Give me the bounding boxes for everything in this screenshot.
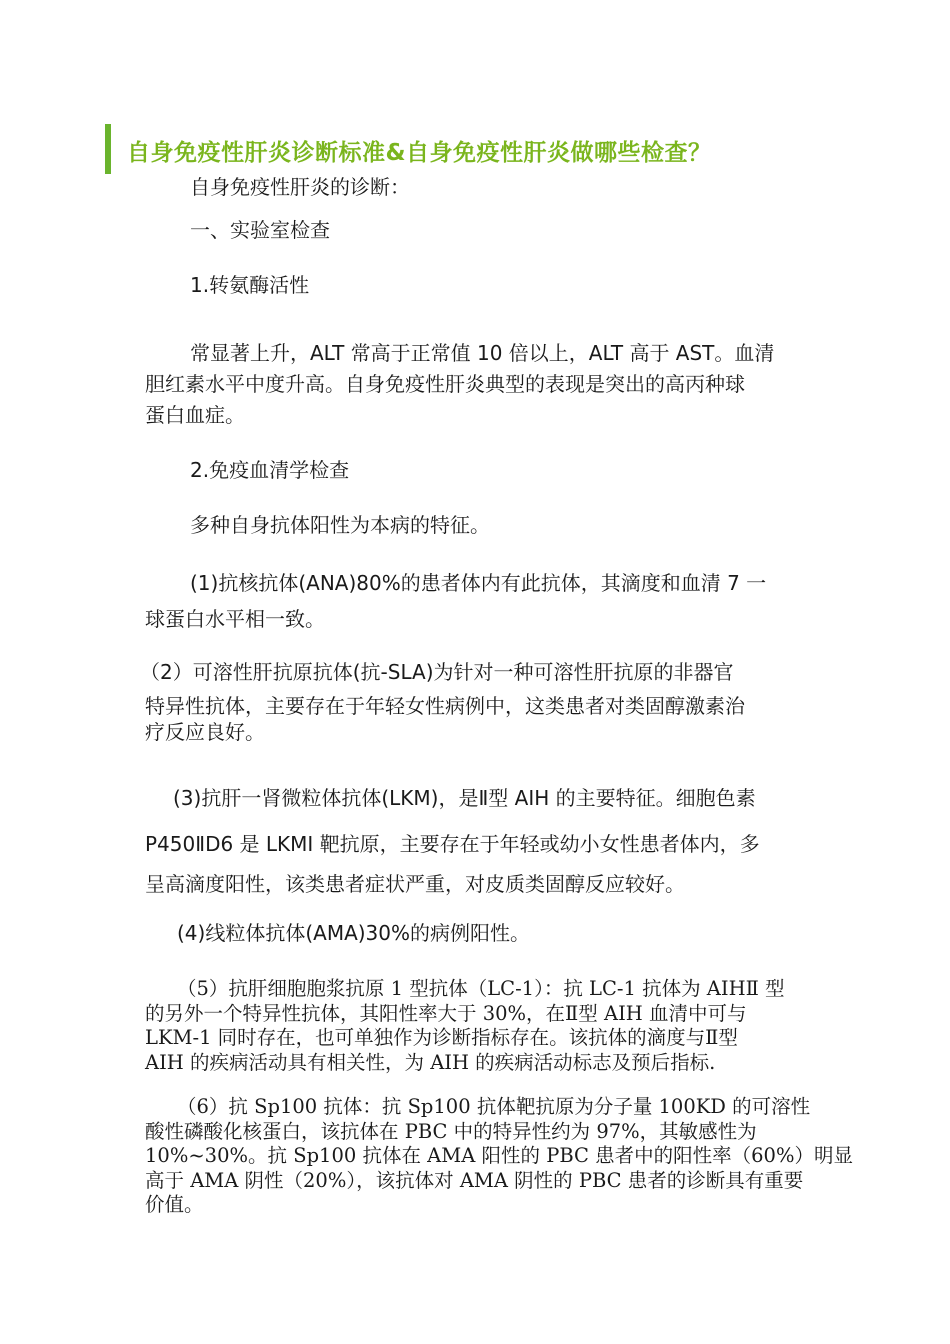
article-heading	[105, 124, 825, 174]
paragraph-line: 胆红素水平中度升高。自身免疫性肝炎典型的表现是突出的高丙种球	[145, 372, 745, 396]
section-heading-lab-tests: 一、实验室检查	[190, 218, 330, 242]
paragraph-line: （5）抗肝细胞胞浆抗原 1 型抗体（LC-1）：抗 LC-1 抗体为 AIHⅡ 型	[177, 977, 785, 1000]
paragraph-line: （2）可溶性肝抗原抗体(抗-SLA)为针对一种可溶性肝抗原的非器官	[140, 660, 734, 684]
paragraph-line: 酸性磷酸化核蛋白，该抗体在 PBC 中的特异性约为 97%，其敏感性为	[145, 1119, 757, 1143]
paragraph-line: 的另外一个特异性抗体，其阳性率大于 30%，在Ⅱ型 AIH 血清中可与	[145, 1001, 747, 1025]
paragraph-line: 蛋白血症。	[145, 403, 245, 427]
paragraph-line: 常显著上升，ALT 常高于正常值 10 倍以上，ALT 高于 AST。血清	[190, 341, 775, 365]
paragraph-line: 疗反应良好。	[145, 720, 265, 744]
paragraph-line: 球蛋白水平相一致。	[145, 607, 325, 631]
paragraph-ama: (4)线粒体抗体(AMA)30%的病例阳性。	[177, 921, 531, 945]
paragraph-line: (1)抗核抗体(ANA)80%的患者体内有此抗体，其滴度和血清 7 一	[190, 571, 767, 595]
paragraph-lc1	[145, 977, 810, 1075]
paragraph-line: 价值。	[145, 1193, 204, 1216]
paragraph-line: P450ⅡD6 是 LKMI 靶抗原，主要存在于年轻或幼小女性患者体内，多	[145, 832, 760, 856]
item-heading-immunoserology: 2.免疫血清学检查	[190, 458, 350, 482]
paragraph-line: (3)抗肝一肾微粒体抗体(LKM)，是Ⅱ型 AIH 的主要特征。细胞色素	[173, 786, 756, 810]
paragraph-line: （6）抗 Sp100 抗体：抗 Sp100 抗体靶抗原为分子量 100KD 的可溶性	[177, 1095, 811, 1118]
paragraph-sla	[140, 655, 810, 749]
paragraph-line: AIH 的疾病活动具有相关性，为 AIH 的疾病活动标志及预后指标.	[145, 1050, 716, 1074]
paragraph-transaminase	[145, 338, 810, 431]
paragraph-lkm	[145, 775, 810, 907]
paragraph-line: 10%~30%。抗 Sp100 抗体在 AMA 阳性的 PBC 患者中的阳性率（60%）明显	[145, 1144, 853, 1167]
paragraph-ana	[145, 565, 810, 637]
heading-accent-bar	[105, 124, 111, 174]
paragraph-line: 呈高滴度阳性，该类患者症状严重，对皮质类固醇反应较好。	[145, 872, 685, 896]
paragraph-immunoserology: 多种自身抗体阳性为本病的特征。	[190, 513, 490, 537]
page-title: 自身免疫性肝炎诊断标准&自身免疫性肝炎做哪些检查？	[127, 140, 712, 166]
paragraph-line: 特异性抗体，主要存在于年轻女性病例中，这类患者对类固醇激素治	[145, 694, 745, 718]
paragraph-sp100	[145, 1095, 853, 1218]
paragraph-line: LKM-1 同时存在，也可单独作为诊断指标存在。该抗体的滴度与Ⅱ型	[145, 1026, 738, 1049]
item-heading-transaminase: 1.转氨酶活性	[190, 273, 310, 297]
intro-text: 自身免疫性肝炎的诊断：	[190, 175, 410, 199]
paragraph-line: 高于 AMA 阴性（20%），该抗体对 AMA 阴性的 PBC 患者的诊断具有重要	[145, 1168, 804, 1192]
